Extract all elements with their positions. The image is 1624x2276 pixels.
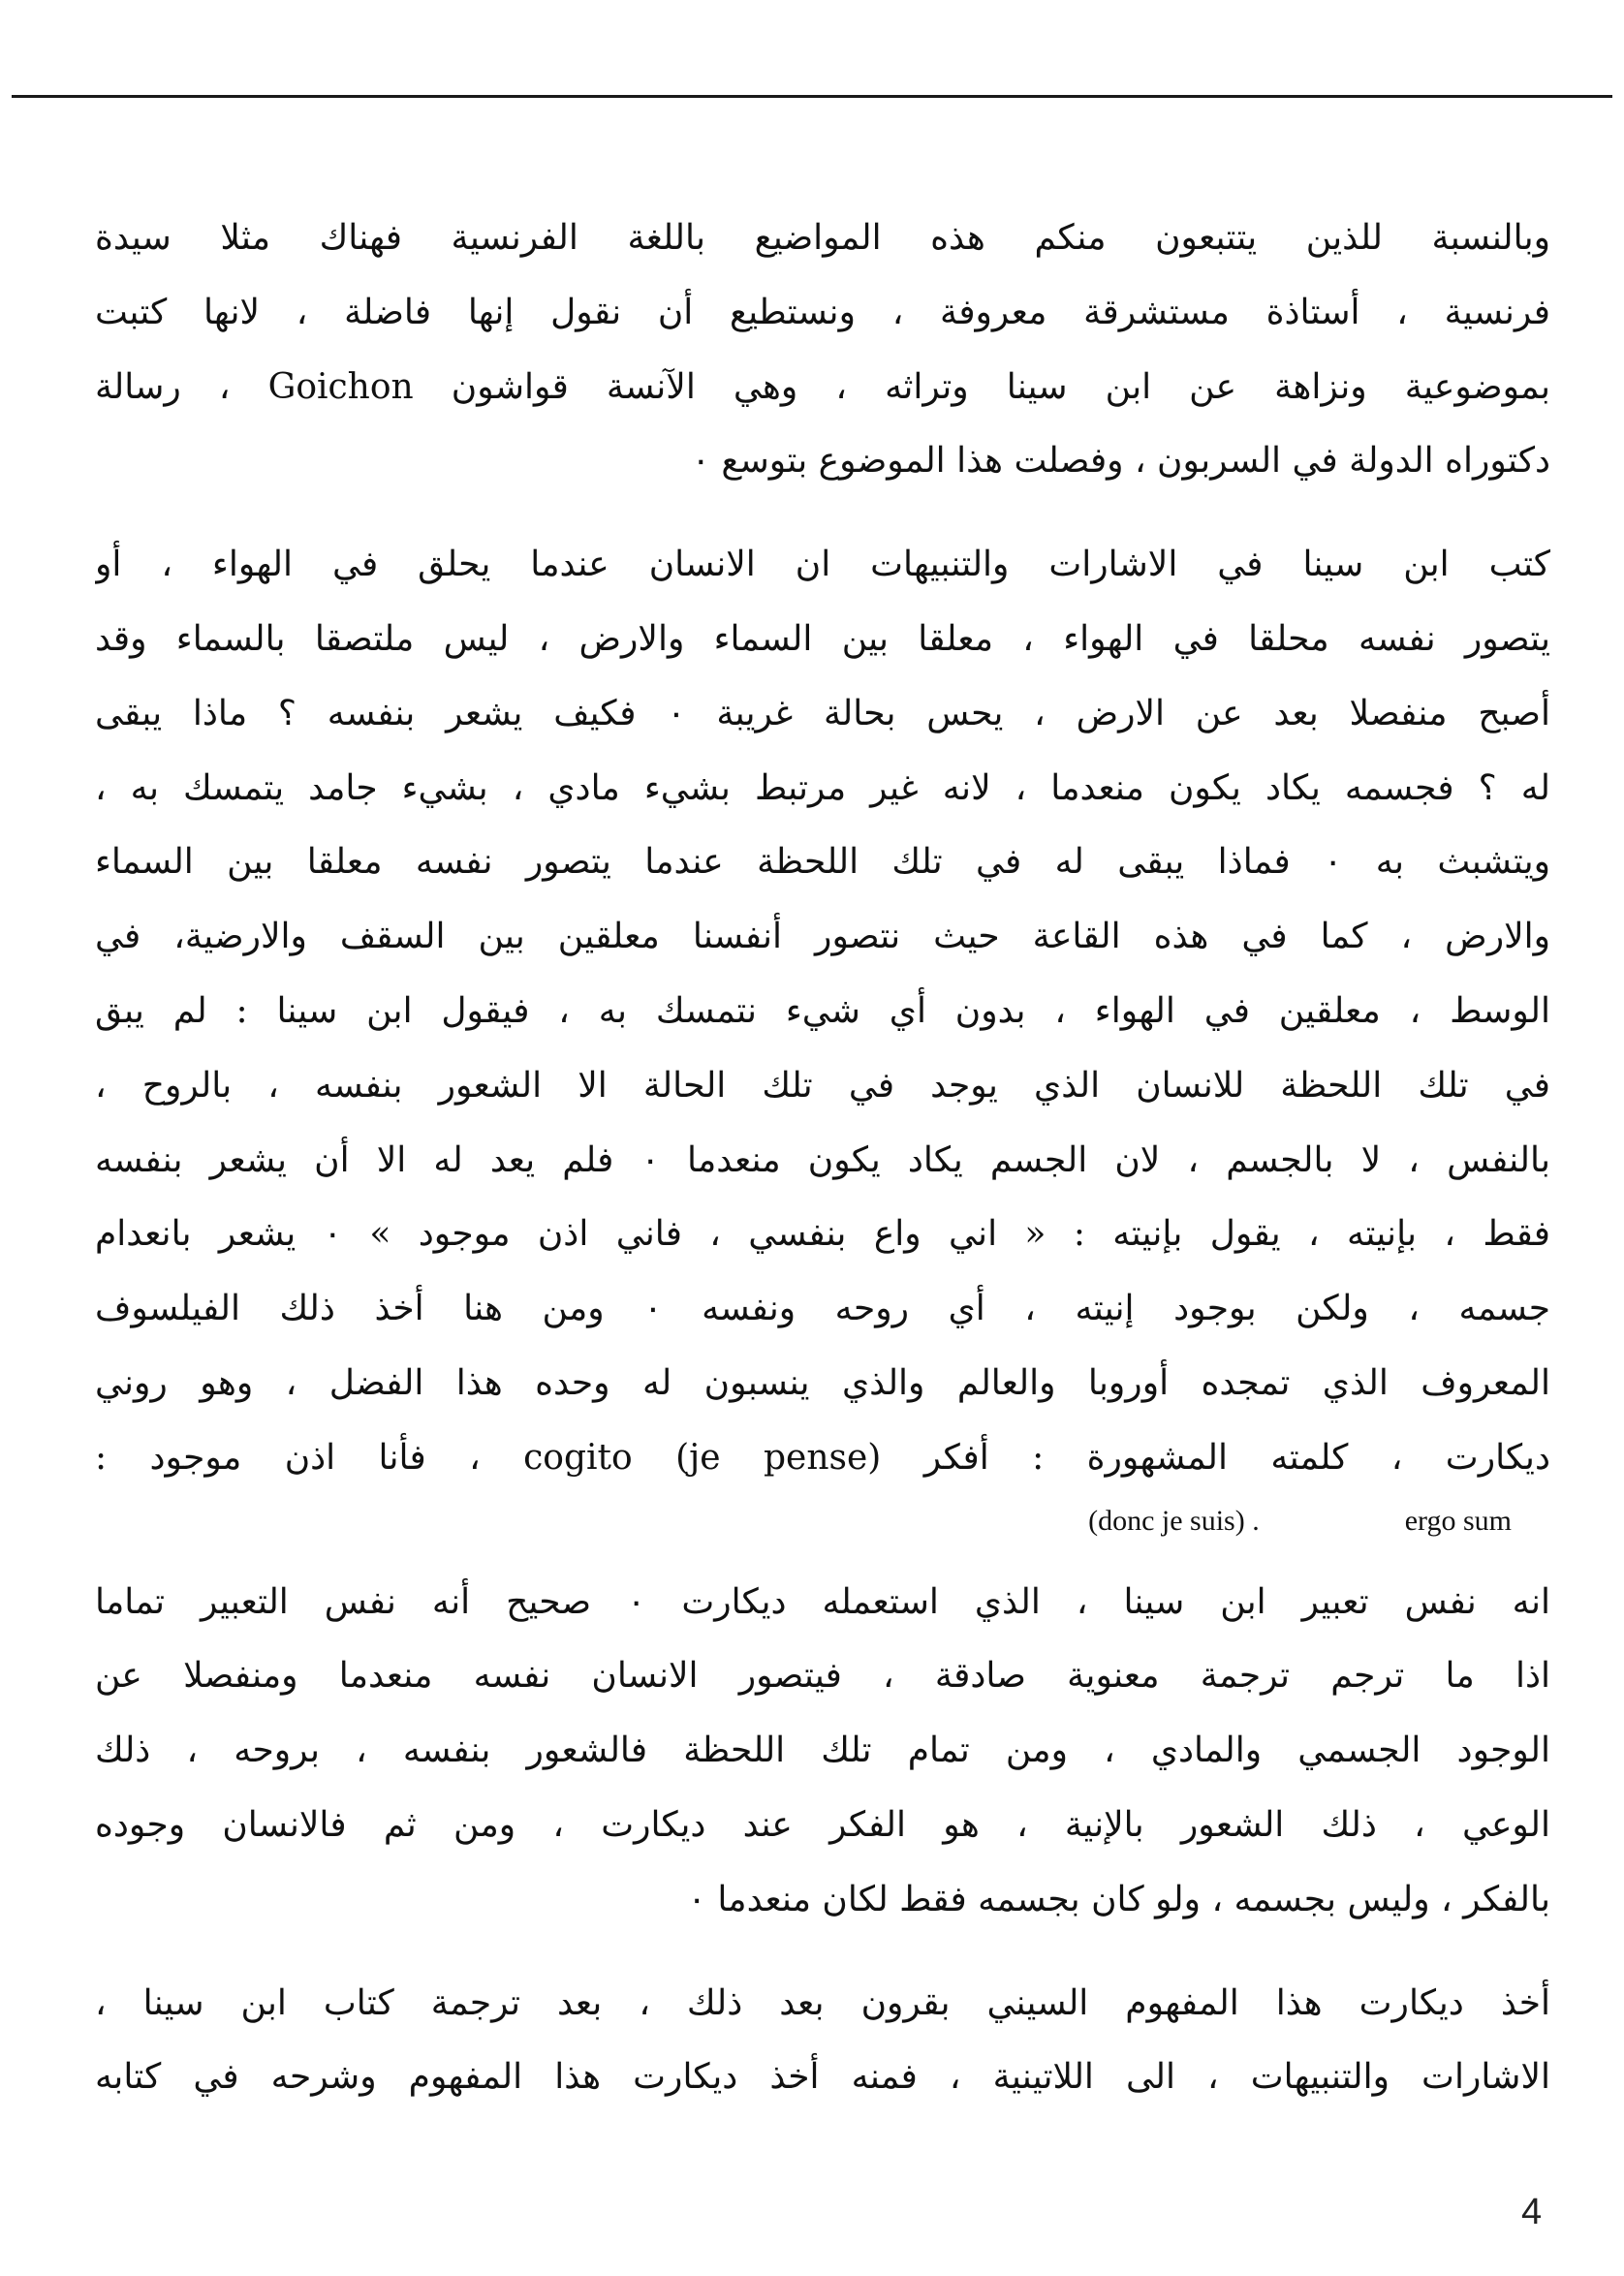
text-line: بموضوعية ونزاهة عن ابن سينا وتراثه ، وهي الآنسة قواشون Goichon ، رسالة: [95, 366, 1550, 407]
text-line: دكتوراه الدولة في السربون ، وفصلت هذا الموضوع بتوسع ٠: [691, 441, 1550, 482]
text-line: فرنسية ، أستاذة مستشرقة معروفة ، ونستطيع أن نقول إنها فاضلة ، لانها كتبت: [95, 292, 1550, 332]
paragraph-3: [95, 1566, 1550, 1938]
latin-tail-first: ergo sum: [1404, 1504, 1512, 1537]
text-line: الوسط ، معلقين في الهواء ، بدون أي شيء نتمسك به ، فيقول ابن سينا : لم يبق: [95, 990, 1550, 1031]
text-line: ويتشبث به ٠ فماذا يبقى له في تلك اللحظة عندما يتصور نفسه معلقا بين السماء: [95, 842, 1550, 883]
text-line: وبالنسبة للذين يتتبعون منكم هذه المواضيع باللغة الفرنسية فهناك مثلا سيدة: [95, 218, 1550, 258]
text-line: كتب ابن سينا في الاشارات والتنبيهات ان الانسان عندما يحلق في الهواء ، أو: [95, 545, 1550, 585]
text-line: أخذ ديكارت هذا المفهوم السيني بقرون بعد ذلك ، بعد ترجمة كتاب ابن سينا ،: [95, 1982, 1550, 2023]
text-line: انه نفس تعبير ابن سينا ، الذي استعمله ديكارت ٠ صحيح أنه نفس التعبير تماما: [95, 1581, 1550, 1622]
document-body: [95, 202, 1550, 2144]
page-number: 4: [1521, 2192, 1543, 2232]
text-line: أصبح منفصلا بعد عن الارض ، يحس بحالة غريبة ٠ فكيف يشعر بنفسه ؟ ماذا يبقى: [95, 693, 1550, 733]
text-line: الاشارات والتنبيهات ، الى اللاتينية ، فمنه أخذ ديكارت هذا المفهوم وشرحه في كتابه: [95, 2057, 1550, 2098]
text-line: المعروف الذي تمجده أوروبا والعالم والذي ينسبون له وحده هذا الفضل ، وهو روني: [95, 1362, 1550, 1403]
text-line: يتصور نفسه محلقا في الهواء ، معلقا بين السماء والارض ، ليس ملتصقا بالسماء وقد: [95, 618, 1550, 659]
text-line: له ؟ فجسمه يكاد يكون منعدما ، لانه غير مرتبط بشيء مادي ، بشيء جامد يتمسك به ،: [95, 767, 1550, 808]
text-line: ديكارت ، كلمته المشهورة : أفكر cogito (je pense) ، فأنا اذن موجود :: [95, 1437, 1550, 1478]
text-line: في تلك اللحظة للانسان الذي يوجد في تلك الحالة الا الشعور بنفسه ، بالروح ،: [95, 1065, 1550, 1106]
latin-tail-second: (donc je suis) .: [1088, 1504, 1260, 1537]
text-line: بالنفس ، لا بالجسم ، لان الجسم يكاد يكون منعدما ٠ فلم يعد له الا أن يشعر بنفسه: [95, 1139, 1550, 1180]
text-line: فقط ، بإنيته ، يقول بإنيته : « اني واع بنفسي ، فاني اذن موجود » ٠ يشعر بانعدام: [95, 1214, 1550, 1255]
text-line: الوعي ، ذلك الشعور بالإنية ، هو الفكر عند ديكارت ، ومن ثم فالانسان وجوده: [95, 1804, 1550, 1845]
text-line: جسمه ، ولكن بوجود إنيته ، أي روحه ونفسه ٠ ومن هنا أخذ ذلك الفيلسوف: [95, 1289, 1550, 1329]
text-line: اذا ما ترجم ترجمة معنوية صادقة ، فيتصور الانسان نفسه منعدما ومنفصلا عن: [95, 1656, 1550, 1697]
paragraph-2: [95, 528, 1550, 1545]
paragraph-1: [95, 202, 1550, 499]
text-line: الوجود الجسمي والمادي ، ومن تمام تلك اللحظة فالشعور بنفسه ، بروحه ، ذلك: [95, 1730, 1550, 1771]
text-line: والارض ، كما في هذه القاعة حيث نتصور أنفسنا معلقين بين السقف والارضية، في: [95, 917, 1550, 957]
paragraph-4: [95, 1967, 1550, 2116]
text-line: بالفكر ، وليس بجسمه ، ولو كان بجسمه فقط لكان منعدما ٠: [687, 1879, 1550, 1919]
latin-tail-line: [95, 1496, 1550, 1546]
top-rule: [12, 95, 1612, 98]
